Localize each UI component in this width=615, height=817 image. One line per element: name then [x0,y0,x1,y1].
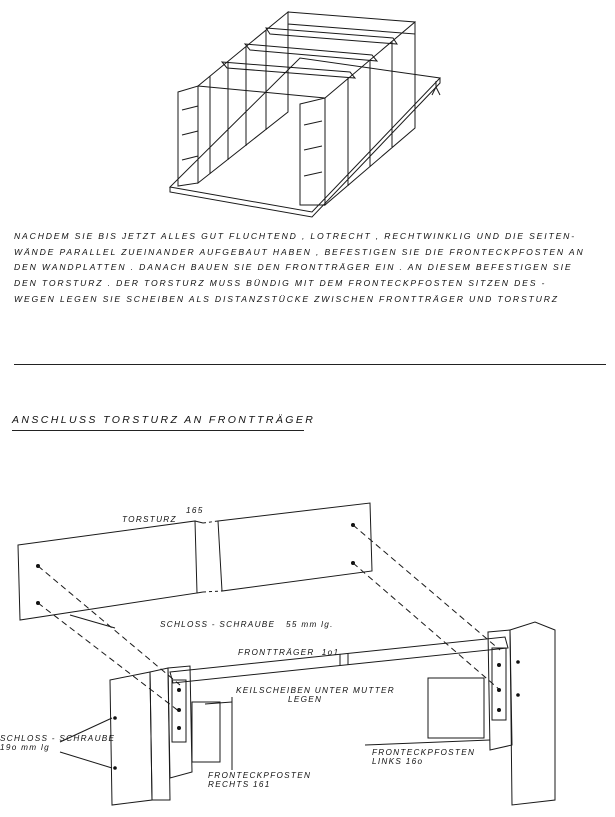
paragraph-line: WÄNDE PARALLEL ZUEINANDER AUFGEBAUT HABEN , BEFESTIGEN SIE DIE FRONTECKPFOSTEN AN [14,246,585,257]
label-torsturz [122,515,177,524]
label-schloss-55-text: SCHLOSS - SCHRAUBE [160,620,276,629]
torsturz-left-board [18,521,197,620]
label-torsturz-text: TORSTURZ [122,515,177,524]
label-schloss-190-length: 19o mm lg [0,743,50,752]
label-fronteck-links-line1: FRONTECKPFOSTEN [372,748,476,757]
fronttraeger-beam [170,637,508,683]
label-schloss-55-length: 55 mm lg. [286,620,334,629]
torsturz-right-board [218,503,372,591]
section-title: ANSCHLUSS TORSTURZ AN FRONTTRÄGER [12,414,316,426]
label-fronteck-rechts-line2: RECHTS 161 [208,780,271,789]
label-fronttraeger [238,648,339,657]
label-fronteckpfosten-rechts [208,771,311,789]
fronteckpfosten-rechts [110,672,152,805]
label-fronttraeger-number: 1o1 [321,648,340,657]
label-schloss-schraube-55 [160,620,334,629]
paragraph-line: NACHDEM SIE BIS JETZT ALLES GUT FLUCHTEND , LOTRECHT , RECHTWINKLIG UND DIE SEITEN- [14,231,576,241]
label-keilscheiben-line2: LEGEN [288,695,323,704]
fronteckpfosten-links [510,622,555,805]
label-schloss-190-text: SCHLOSS - SCHRAUBE [0,734,116,743]
paragraph-line: WEGEN LEGEN SIE SCHEIBEN ALS DISTANZSTÜCKE ZWISCHEN FRONTTRÄGER UND TORSTURZ [14,293,559,304]
paragraph-line: DEN WANDPLATTEN . DANACH BAUEN SIE DEN FRONTTRÄGER EIN . AN DIESEM BEFESTIGEN SIE [14,262,573,273]
label-fronteckpfosten-links [372,748,475,766]
paragraph-line: DEN TORSTURZ . DER TORSTURZ MUSS BÜNDIG MIT DEM FRONTECKPFOSTEN SITZEN DES - [14,278,547,289]
label-torsturz-number: 165 [186,506,204,515]
label-fronteck-rechts-line1: FRONTECKPFOSTEN [208,771,312,780]
label-keilscheiben-line1: KEILSCHEIBEN UNTER MUTTER [236,686,395,695]
label-fronteck-links-line2: LINKS 16o [372,757,424,766]
label-fronttraeger-text: FRONTTRÄGER [238,648,315,657]
label-schloss-schraube-190 [0,734,115,752]
label-keilscheiben [236,686,395,704]
